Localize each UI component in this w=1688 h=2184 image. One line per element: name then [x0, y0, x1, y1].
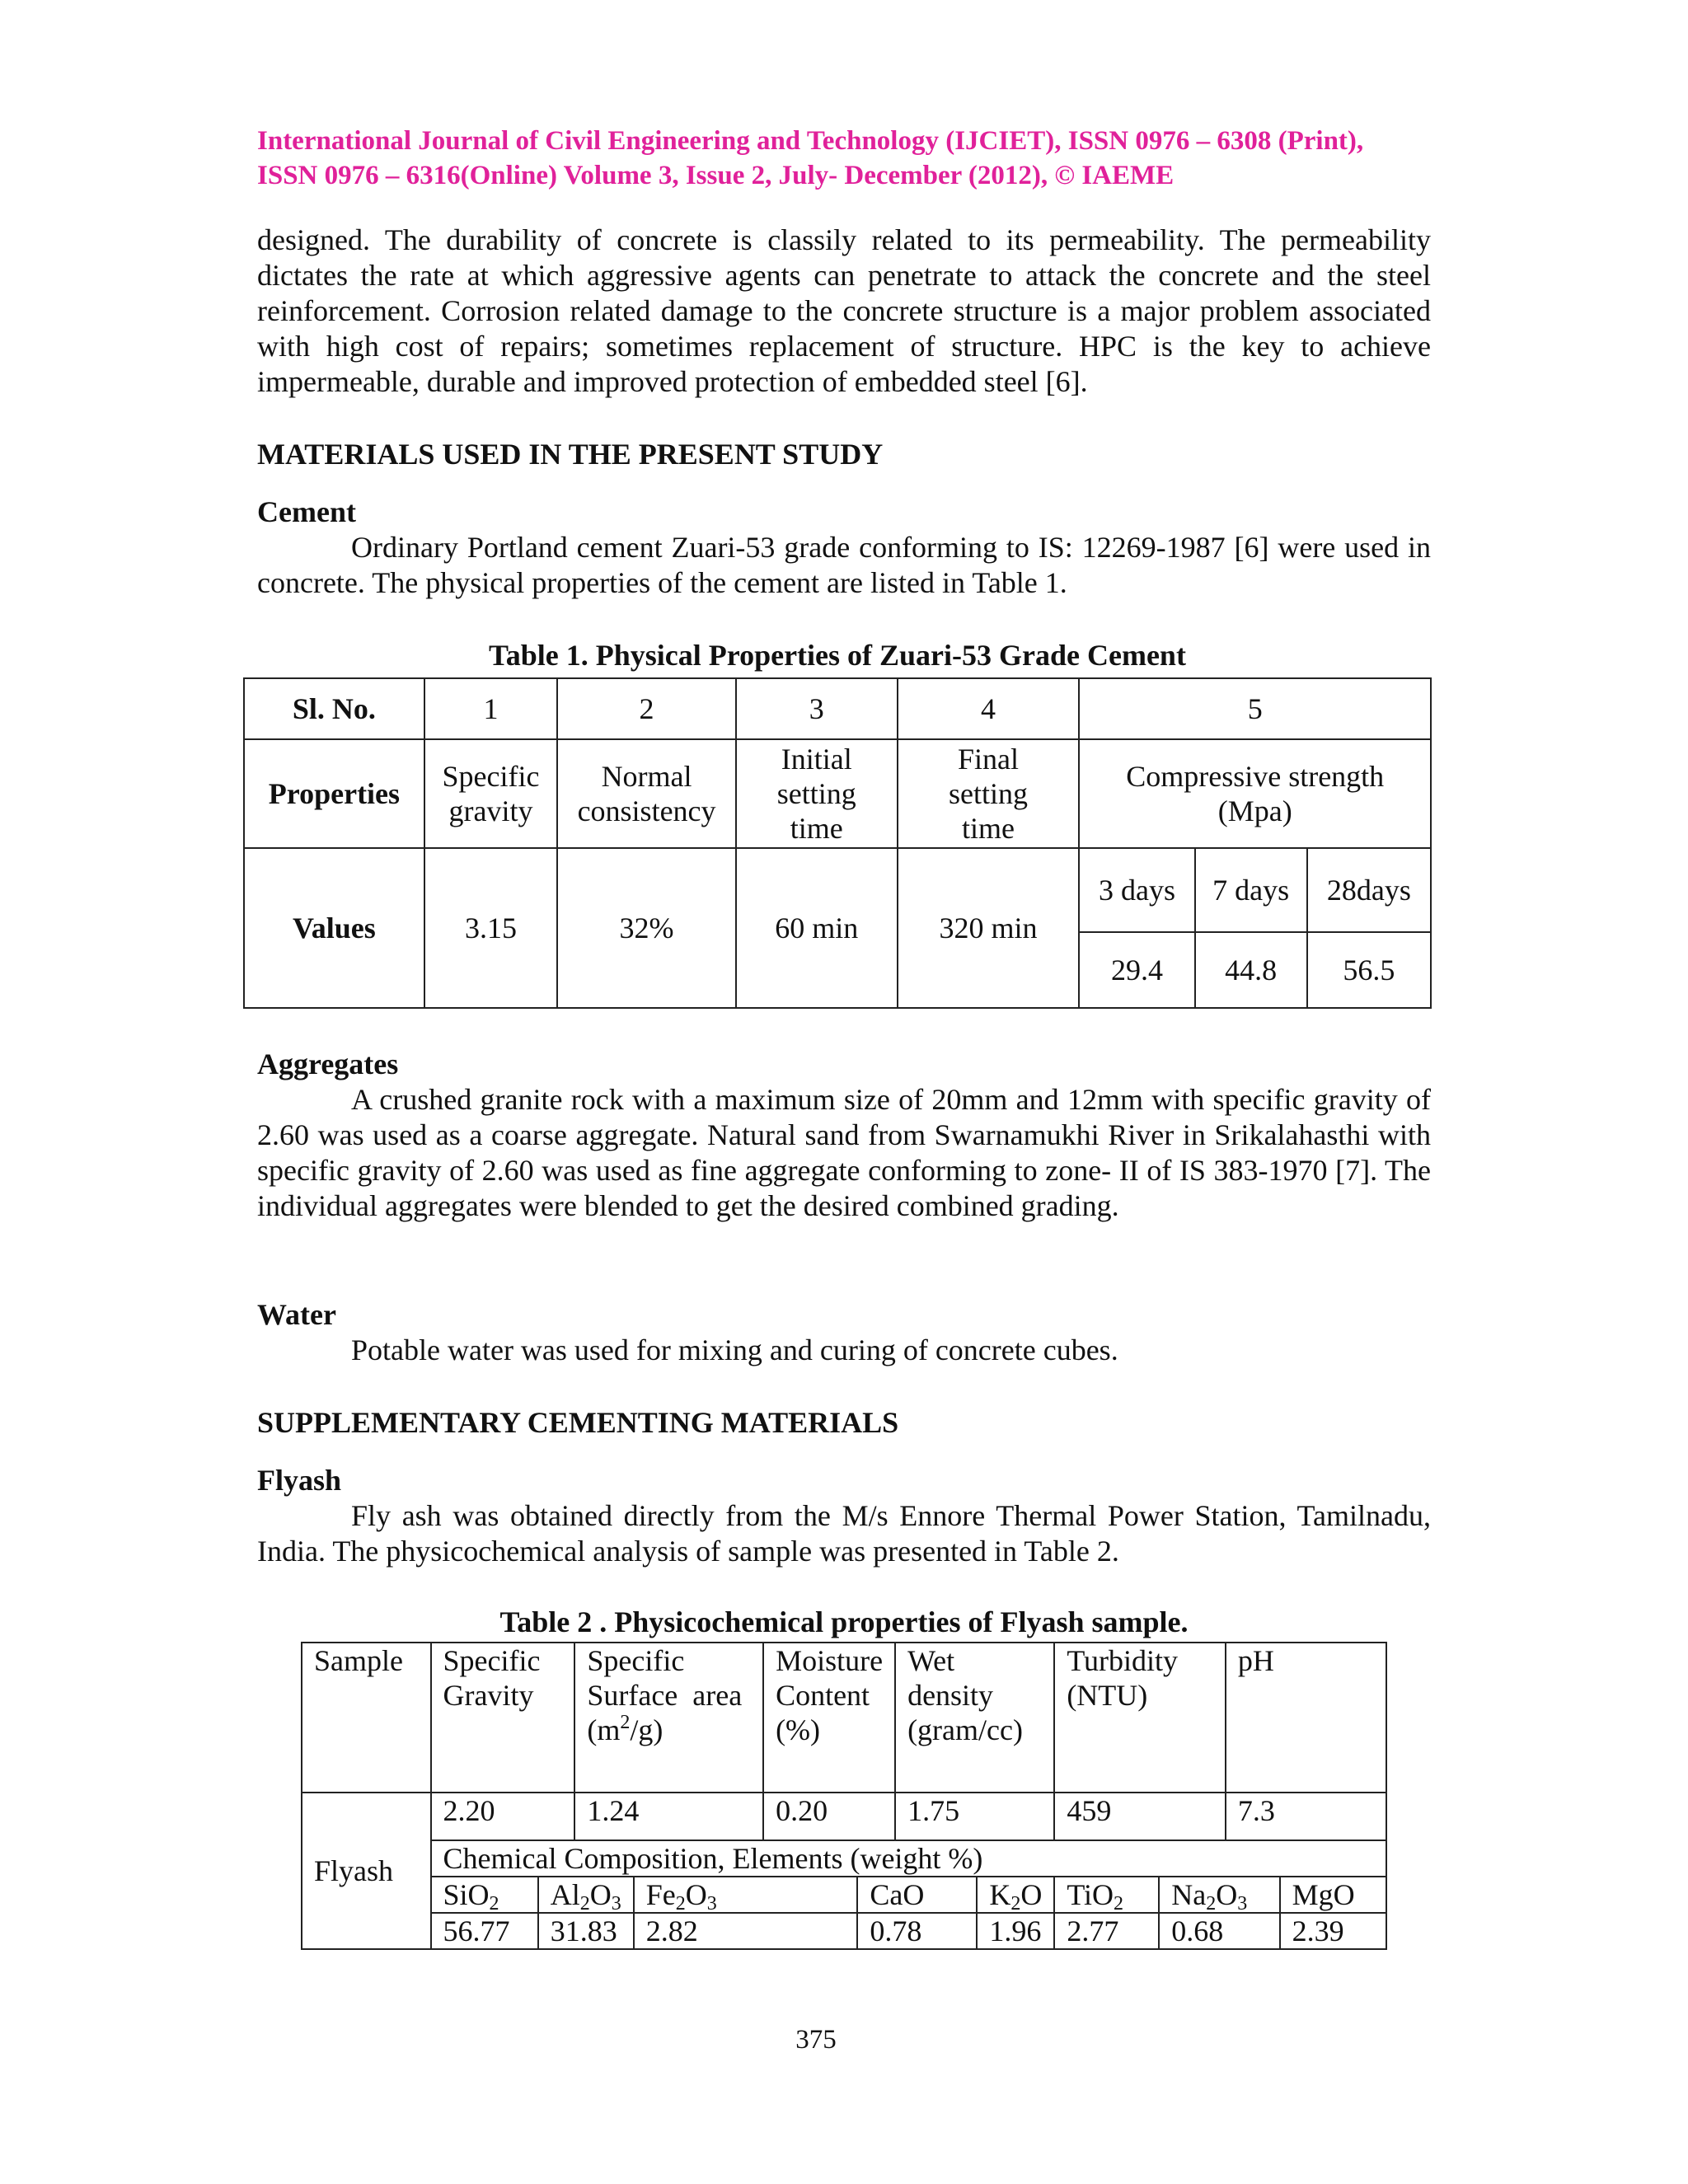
water-heading: Water	[257, 1298, 336, 1331]
formula-sub: 2	[675, 1893, 686, 1915]
table1-strength-value: 44.8	[1195, 932, 1307, 1008]
table2-chem-title: Chemical Composition, Elements (weight %)	[431, 1840, 1386, 1877]
table2-element	[431, 1877, 538, 1913]
formula-sub: 2	[489, 1893, 499, 1915]
cell-line: (NTU)	[1067, 1679, 1148, 1712]
table2-value: 1.75	[895, 1793, 1054, 1840]
formula-part: MgO	[1292, 1878, 1355, 1911]
journal-header	[257, 124, 1436, 193]
journal-header-line-2: ISSN 0976 – 6316(Online) Volume 3, Issue 2, July- December (2012), © IAEME	[257, 161, 1175, 190]
unit-text: /g)	[630, 1713, 663, 1746]
table2-caption: Table 2 . Physicochemical properties of Flyash sample.	[499, 1605, 1189, 1638]
water-paragraph: Potable water was used for mixing and curing of concrete cubes.	[351, 1333, 1118, 1366]
formula-part: SiO	[443, 1878, 490, 1911]
table2-row-label-flyash: Flyash	[302, 1793, 431, 1949]
cell-line: Content	[776, 1679, 870, 1712]
table2-element-values-row	[302, 1913, 1386, 1949]
table2-element-value: 56.77	[431, 1913, 538, 1949]
table1-strength-value: 56.5	[1307, 932, 1431, 1008]
aggregates-paragraph: A crushed granite rock with a maximum size of 20mm and 12mm with specific gravity of 2.60 was used as a coarse aggregate. Natural sand from Swarnamukhi River in Srikalahasthi with specific gravity of 2.60 was used as fine aggregate conforming to zone- II of IS 383-1970 [7]. The individual aggregates were blended to get the desired combined grading.	[257, 1083, 1431, 1222]
table1-strength-value: 29.4	[1079, 932, 1194, 1008]
table2-value: 459	[1054, 1793, 1226, 1840]
table2-header-specific-gravity	[431, 1643, 575, 1793]
table1-number: 3	[736, 678, 898, 739]
journal-header-line-1: International Journal of Civil Engineering and Technology (IJCIET), ISSN 0976 – 6308 (Print),	[257, 126, 1364, 156]
table2-element-value: 31.83	[538, 1913, 634, 1949]
formula-sub: 3	[706, 1893, 717, 1915]
table2-header-ph	[1226, 1643, 1386, 1793]
cell-line: density	[907, 1679, 994, 1712]
table2-element	[1280, 1877, 1386, 1913]
cell-line: Specific	[587, 1644, 685, 1677]
cell-line: time	[962, 812, 1015, 845]
table2-value: 1.24	[574, 1793, 763, 1840]
section-title-supplementary: SUPPLEMENTARY CEMENTING MATERIALS	[257, 1406, 899, 1439]
formula-sub: 3	[1237, 1893, 1248, 1915]
table1-row-values	[244, 848, 1431, 932]
table2-header-row	[302, 1643, 1386, 1793]
cell-line: Gravity	[443, 1679, 534, 1712]
table2-header-wet-density	[895, 1643, 1054, 1793]
cell-line: Turbidity	[1067, 1644, 1179, 1677]
formula-part: O	[1020, 1878, 1043, 1911]
cell-line: setting	[948, 777, 1028, 810]
table2-element-value: 2.77	[1054, 1913, 1159, 1949]
formula-part: O	[589, 1878, 612, 1911]
table1-number: 4	[898, 678, 1080, 739]
table2-element	[634, 1877, 858, 1913]
table1-values-label: Values	[244, 848, 424, 1008]
cell-line: Normal	[601, 760, 692, 793]
table1-number: 1	[424, 678, 557, 739]
table1-day-label: 7 days	[1195, 848, 1307, 932]
formula-part: K	[989, 1878, 1011, 1911]
cell-line: (gram/cc)	[907, 1713, 1023, 1746]
table1-value: 320 min	[898, 848, 1080, 1008]
table2-element-value: 2.39	[1280, 1913, 1386, 1949]
table1-value: 32%	[557, 848, 736, 1008]
formula-part: CaO	[870, 1878, 925, 1911]
cell-line	[587, 1713, 751, 1747]
table1-number: 5	[1079, 678, 1431, 739]
table2-value: 7.3	[1226, 1793, 1386, 1840]
table1-value: 60 min	[736, 848, 898, 1008]
formula-sub: 3	[611, 1893, 621, 1915]
cell-line: setting	[776, 777, 856, 810]
table2-header-moisture-content	[763, 1643, 895, 1793]
table1	[243, 677, 1432, 1009]
formula-part: TiO	[1067, 1878, 1114, 1911]
table1-property-specific-gravity	[424, 739, 557, 848]
table1-slno-label: Sl. No.	[244, 678, 424, 739]
cement-heading: Cement	[257, 495, 356, 528]
table2-header-turbidity	[1054, 1643, 1226, 1793]
table2-chem-title-row	[302, 1840, 1386, 1877]
table2-sample-label: Sample	[302, 1643, 431, 1793]
formula-part: O	[1216, 1878, 1238, 1911]
cell-line: consistency	[577, 794, 716, 827]
table2-element	[538, 1877, 634, 1913]
table2-element	[1054, 1877, 1159, 1913]
formula-part: O	[685, 1878, 707, 1911]
section-title-materials: MATERIALS USED IN THE PRESENT STUDY	[257, 438, 884, 471]
cell-line: Final	[957, 743, 1019, 776]
page-number: 375	[795, 2025, 837, 2055]
table1-caption: Table 1. Physical Properties of Zuari-53 Grade Cement	[489, 639, 1186, 672]
table2-element-value: 0.68	[1159, 1913, 1279, 1949]
table1-properties-label: Properties	[244, 739, 424, 848]
table1-day-label: 3 days	[1079, 848, 1194, 932]
intro-paragraph: designed. The durability of concrete is classily related to its permeability. The permeability dictates the rate at which aggressive agents can penetrate to attack the concrete and the steel reinforcement. Corrosion related damage to the concrete structure is a major problem associated with high cost of repairs; sometimes replacement of structure. HPC is the key to achieve impermeable, durable and improved protection of embedded steel [6].	[257, 223, 1431, 398]
cell-line: gravity	[448, 794, 533, 827]
formula-sub: 2	[1114, 1893, 1124, 1915]
cell-line: pH	[1237, 1644, 1274, 1677]
table1-property-final-setting-time	[898, 739, 1080, 848]
cell-line: time	[790, 812, 843, 845]
formula-part: Fe	[645, 1878, 676, 1911]
table2	[301, 1642, 1387, 1950]
cell-line: Compressive strength	[1126, 760, 1385, 793]
table2-header-surface-area	[574, 1643, 763, 1793]
cell-line: Initial	[781, 743, 852, 776]
table2-value: 0.20	[763, 1793, 895, 1840]
table1-row-slno	[244, 678, 1431, 739]
table1-property-compressive-strength	[1079, 739, 1431, 848]
cell-line: Specific	[442, 760, 540, 793]
flyash-paragraph: Fly ash was obtained directly from the M/s Ennore Thermal Power Station, Tamilnadu, India. The physicochemical analysis of sample was presented in Table 2.	[257, 1499, 1431, 1568]
formula-part: Al	[550, 1878, 580, 1911]
cell-line: Specific	[443, 1644, 541, 1677]
aggregates-heading: Aggregates	[257, 1047, 399, 1080]
formula-part: Na	[1171, 1878, 1207, 1911]
cell-line: (%)	[776, 1713, 821, 1746]
table2-element-value: 1.96	[977, 1913, 1054, 1949]
table2-element	[1159, 1877, 1279, 1913]
table1-property-normal-consistency	[557, 739, 736, 848]
cell-line: Surface area	[587, 1679, 743, 1712]
cell-line: (Mpa)	[1217, 794, 1292, 827]
table2-value: 2.20	[431, 1793, 575, 1840]
flyash-heading: Flyash	[257, 1464, 342, 1497]
table2-elements-row	[302, 1877, 1386, 1913]
table1-property-initial-setting-time	[736, 739, 898, 848]
table2-element-value: 2.82	[634, 1913, 858, 1949]
table1-number: 2	[557, 678, 736, 739]
cement-paragraph: Ordinary Portland cement Zuari-53 grade conforming to IS: 12269-1987 [6] were used in concrete. The physical properties of the cement are listed in Table 1.	[257, 531, 1431, 599]
formula-sub: 2	[579, 1893, 590, 1915]
table2-values-row	[302, 1793, 1386, 1840]
table2-element-value: 0.78	[857, 1913, 977, 1949]
table2-element	[857, 1877, 977, 1913]
table2-element	[977, 1877, 1054, 1913]
table1-value: 3.15	[424, 848, 557, 1008]
unit-superscript: 2	[620, 1712, 631, 1733]
cell-line: Moisture	[776, 1644, 884, 1677]
table1-row-properties	[244, 739, 1431, 848]
unit-text: (m	[587, 1713, 621, 1746]
formula-sub: 2	[1206, 1893, 1217, 1915]
formula-sub: 2	[1010, 1893, 1021, 1915]
table1-day-label: 28days	[1307, 848, 1431, 932]
cell-line: Wet	[907, 1644, 955, 1677]
